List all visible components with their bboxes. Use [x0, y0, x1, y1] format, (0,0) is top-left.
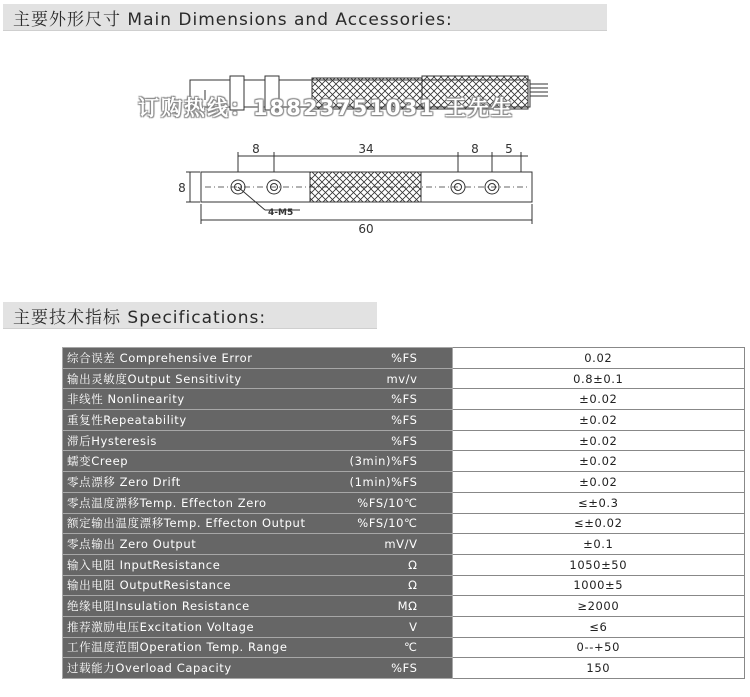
spec-row	[63, 637, 745, 658]
specifications-table	[62, 347, 745, 679]
spec-value: ±0.02	[452, 430, 744, 451]
spec-value: 0.02	[452, 348, 744, 369]
spec-value: ±0.02	[452, 451, 744, 472]
spec-value: ≤±0.3	[452, 492, 744, 513]
spec-value: ±0.02	[452, 410, 744, 431]
spec-name: 输入电阻 InputResistance	[63, 554, 306, 575]
spec-name: 非线性 Nonlinearity	[63, 389, 306, 410]
spec-unit: Ω	[306, 554, 453, 575]
dim-8-right: 8	[471, 142, 479, 156]
spec-name: 重复性Repeatability	[63, 410, 306, 431]
spec-row	[63, 368, 745, 389]
spec-value: 1050±50	[452, 554, 744, 575]
spec-name: 滞后Hysteresis	[63, 430, 306, 451]
spec-unit: %FS	[306, 658, 453, 679]
spec-unit: MΩ	[306, 596, 453, 617]
spec-name: 蠕变Creep	[63, 451, 306, 472]
spec-name: 输出电阻 OutputResistance	[63, 575, 306, 596]
spec-row	[63, 410, 745, 431]
spec-unit: Ω	[306, 575, 453, 596]
spec-unit: %FS/10℃	[306, 513, 453, 534]
spec-unit: mv/v	[306, 368, 453, 389]
spec-unit: %FS	[306, 348, 453, 369]
hole-note: 4-M5	[268, 208, 294, 218]
spec-unit: mV/V	[306, 534, 453, 555]
specifications-section-title: 主要技术指标 Specifications:	[3, 302, 377, 329]
spec-row	[63, 658, 745, 679]
spec-name: 工作温度范围Operation Temp. Range	[63, 637, 306, 658]
spec-name: 综合误差 Comprehensive Error	[63, 348, 306, 369]
spec-row	[63, 389, 745, 410]
spec-unit: V	[306, 616, 453, 637]
spec-name: 零点输出 Zero Output	[63, 534, 306, 555]
spec-value: ≤±0.02	[452, 513, 744, 534]
spec-value: ±0.1	[452, 534, 744, 555]
spec-unit: %FS	[306, 389, 453, 410]
spec-unit: %FS	[306, 430, 453, 451]
spec-name: 输出灵敏度Output Sensitivity	[63, 368, 306, 389]
spec-row	[63, 430, 745, 451]
spec-row	[63, 534, 745, 555]
spec-value: ≤6	[452, 616, 744, 637]
watermark-hotline: 订购热线：18823751031 王先生	[138, 96, 515, 120]
spec-row	[63, 616, 745, 637]
spec-unit: ℃	[306, 637, 453, 658]
spec-name: 零点漂移 Zero Drift	[63, 472, 306, 493]
spec-name: 过载能力Overload Capacity	[63, 658, 306, 679]
spec-unit: (1min)%FS	[306, 472, 453, 493]
dim-34: 34	[358, 142, 374, 156]
spec-name: 额定输出温度漂移Temp. Effecton Output	[63, 513, 306, 534]
spec-value: 150	[452, 658, 744, 679]
spec-name: 零点温度漂移Temp. Effecton Zero	[63, 492, 306, 513]
spec-unit: %FS/10℃	[306, 492, 453, 513]
dimensions-section-title: 主要外形尺寸 Main Dimensions and Accessories:	[3, 4, 607, 31]
spec-row	[63, 492, 745, 513]
spec-unit: (3min)%FS	[306, 451, 453, 472]
spec-row	[63, 472, 745, 493]
dim-total: 60	[358, 222, 374, 236]
dim-height: 8	[178, 181, 186, 195]
dim-5: 5	[505, 142, 513, 156]
spec-row	[63, 451, 745, 472]
spec-row	[63, 513, 745, 534]
spec-value: ≥2000	[452, 596, 744, 617]
spec-value: ±0.02	[452, 472, 744, 493]
dim-8-left: 8	[252, 142, 260, 156]
top-view	[186, 152, 532, 224]
spec-value: 0--+50	[452, 637, 744, 658]
spec-name: 绝缘电阻Insulation Resistance	[63, 596, 306, 617]
spec-name: 推荐激励电压Excitation Voltage	[63, 616, 306, 637]
spec-value: 0.8±0.1	[452, 368, 744, 389]
spec-unit: %FS	[306, 410, 453, 431]
spec-row	[63, 554, 745, 575]
spec-value: 1000±5	[452, 575, 744, 596]
spec-row	[63, 575, 745, 596]
spec-value: ±0.02	[452, 389, 744, 410]
spec-row	[63, 348, 745, 369]
spec-row	[63, 596, 745, 617]
